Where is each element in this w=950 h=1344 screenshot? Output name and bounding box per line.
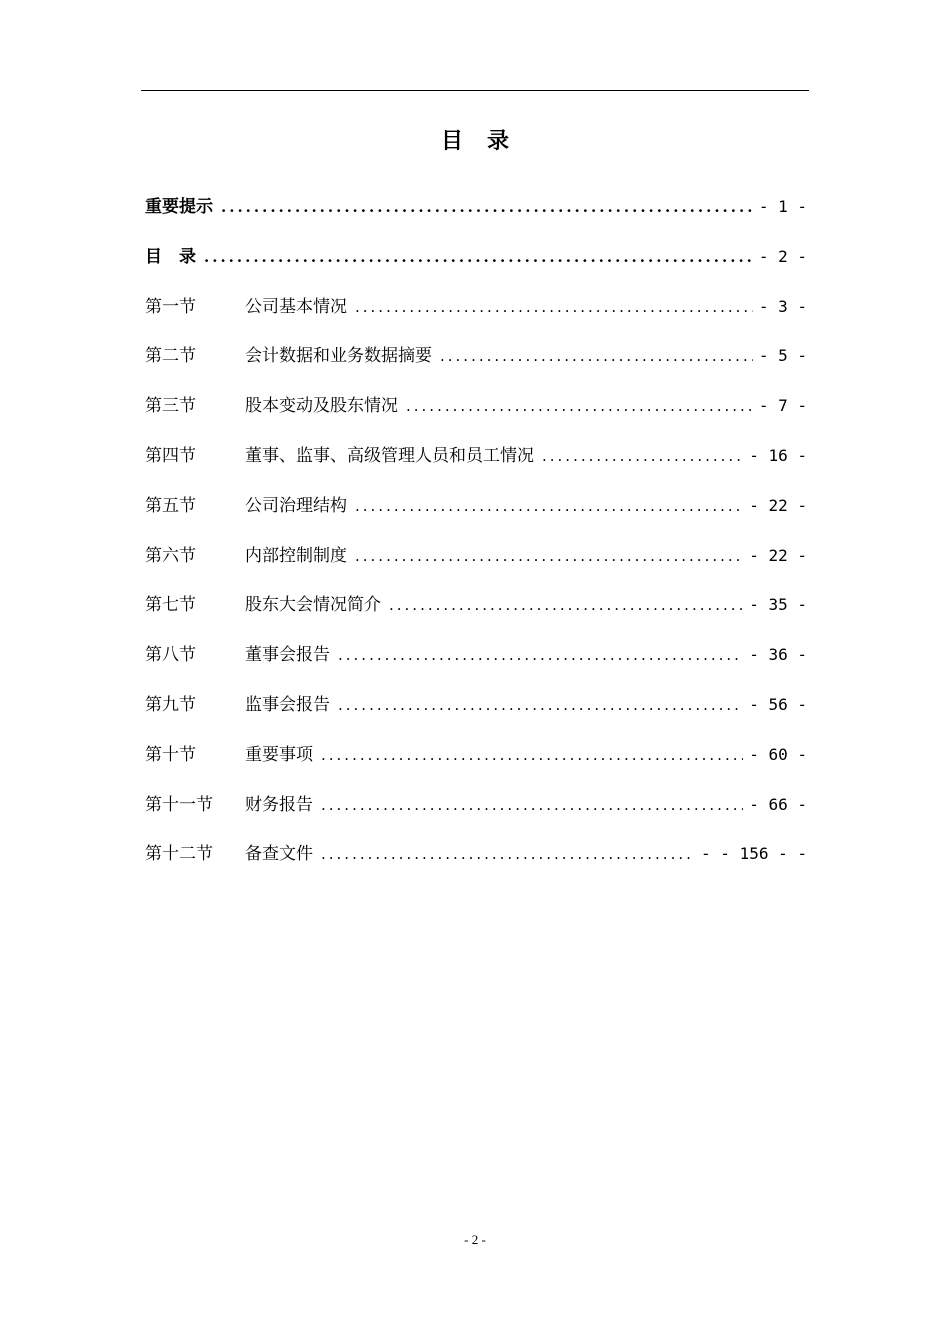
toc-entry-section: 第六节 (145, 545, 196, 566)
toc-entry-label: 股东大会情况简介 (245, 595, 381, 616)
toc-entry-section: 第十一节 (145, 794, 213, 815)
toc-entry-section: 第三节 (145, 396, 196, 417)
toc-entry-page: - 5 - (758, 346, 807, 366)
toc-entry-label: 监事会报告 (245, 694, 330, 715)
toc-entry-page: - 1 - (758, 197, 807, 216)
toc-entry-page: - 16 - (749, 445, 807, 465)
toc-entry[interactable] (145, 293, 807, 343)
toc-entry-label: 内部控制制度 (245, 545, 347, 566)
toc-entry-page: - 35 - (749, 595, 807, 615)
toc-entry[interactable] (145, 342, 807, 392)
toc-entry[interactable] (145, 193, 807, 243)
toc-entry-section: 第十节 (145, 744, 196, 765)
toc-entry-page: - 22 - (749, 495, 807, 515)
toc-entry-label: 目 录 (145, 246, 196, 267)
toc-entry-label: 重要事项 (245, 744, 313, 765)
toc-leader-dots (338, 641, 743, 669)
toc-entry[interactable] (145, 392, 807, 442)
toc-entry-page: - 2 - (758, 246, 807, 266)
toc-entry[interactable] (145, 542, 807, 592)
toc-leader-dots (321, 840, 695, 868)
toc-entry-label: 公司治理结构 (245, 495, 347, 516)
toc-entry-page: - - 156 - - (701, 844, 807, 864)
toc-leader-dots (338, 691, 743, 719)
table-of-contents (145, 193, 807, 890)
toc-entry-section: 第四节 (145, 445, 196, 466)
toc-entry-section: 第九节 (145, 694, 196, 715)
toc-entry[interactable] (145, 591, 807, 641)
toc-leader-dots (355, 542, 743, 570)
toc-entry[interactable] (145, 691, 807, 741)
toc-entry-label: 董事会报告 (245, 645, 330, 666)
toc-entry-page: - 60 - (749, 744, 807, 764)
toc-leader-dots (204, 243, 753, 271)
toc-entry-label: 公司基本情况 (245, 296, 347, 317)
toc-entry-page: - 3 - (758, 296, 807, 316)
toc-entry[interactable] (145, 442, 807, 492)
toc-leader-dots (221, 193, 753, 221)
toc-entry-page: - 7 - (758, 396, 807, 416)
toc-entry-label: 董事、监事、高级管理人员和员工情况 (245, 445, 534, 466)
toc-entry-label: 重要提示 (145, 197, 213, 217)
toc-entry-section: 第一节 (145, 296, 196, 317)
toc-entry-section: 第二节 (145, 346, 196, 367)
toc-entry-page: - 22 - (749, 545, 807, 565)
toc-entry[interactable] (145, 492, 807, 542)
toc-entry-section: 第十二节 (145, 844, 213, 865)
toc-entry-section: 第七节 (145, 595, 196, 616)
page-number: - 2 - (464, 1232, 486, 1247)
toc-entry[interactable] (145, 840, 807, 890)
toc-entry-page: - 56 - (749, 694, 807, 714)
toc-leader-dots (542, 442, 743, 470)
toc-leader-dots (321, 791, 743, 819)
toc-leader-dots (355, 293, 753, 321)
toc-entry-label: 股本变动及股东情况 (245, 396, 398, 417)
toc-entry[interactable] (145, 641, 807, 691)
toc-entry-section: 第五节 (145, 495, 196, 516)
toc-entry[interactable] (145, 791, 807, 841)
toc-entry[interactable] (145, 243, 807, 293)
toc-entry-label: 财务报告 (245, 794, 313, 815)
toc-entry-label: 备查文件 (245, 844, 313, 865)
page-title: 目录 (440, 128, 533, 154)
toc-entry-label: 会计数据和业务数据摘要 (245, 346, 432, 367)
toc-leader-dots (389, 591, 743, 619)
toc-leader-dots (355, 492, 743, 520)
toc-leader-dots (321, 741, 743, 769)
toc-entry-page: - 66 - (749, 794, 807, 814)
toc-entry-section: 第八节 (145, 645, 196, 666)
toc-entry-page: - 36 - (749, 645, 807, 665)
toc-leader-dots (440, 342, 753, 370)
toc-leader-dots (406, 392, 753, 420)
header-rule (141, 90, 809, 91)
toc-entry[interactable] (145, 741, 807, 791)
